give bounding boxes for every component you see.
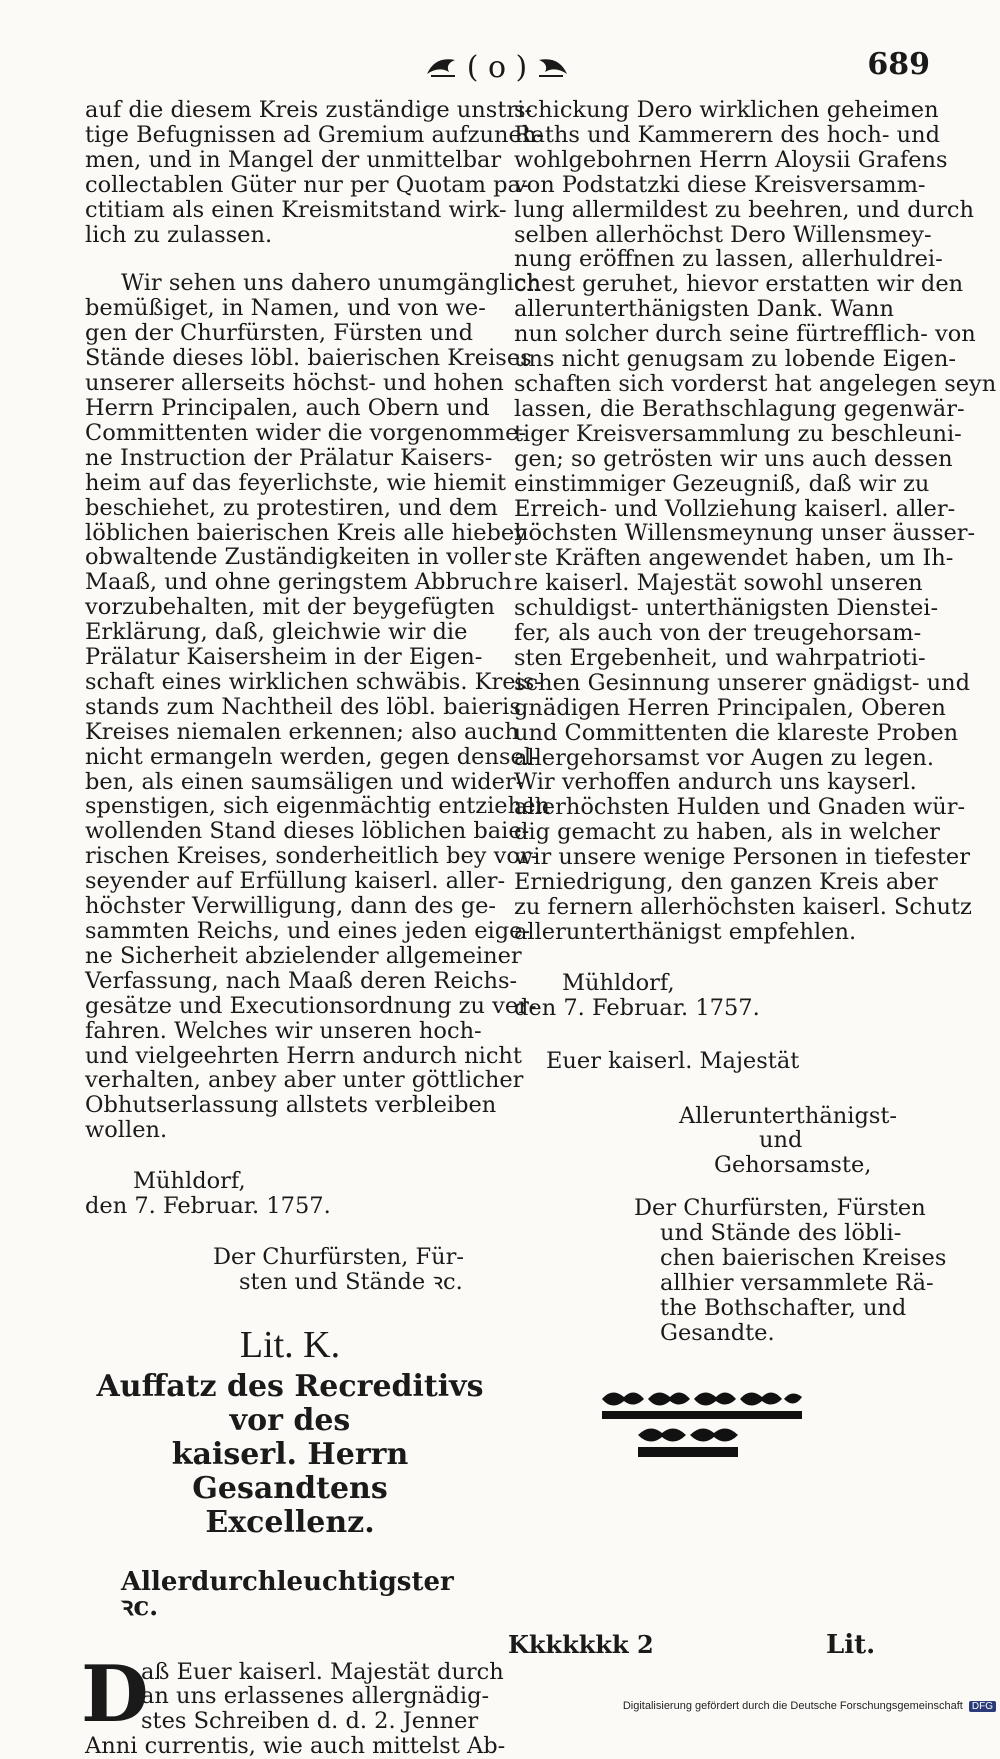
ornament-text: ( o ) xyxy=(467,50,528,85)
text-line: schen Gesinnung unserer gnädigst- und xyxy=(514,671,924,696)
text-line: gen; so getrösten wir uns auch dessen xyxy=(514,447,924,472)
text-line: Prälatur Kaisersheim in der Eigen- xyxy=(85,645,495,670)
text-line: allerunterthänigst empfehlen. xyxy=(514,920,924,945)
text-line: aß Euer kaiserl. Majestät durch xyxy=(85,1660,495,1685)
lit-heading: Lit. K. xyxy=(85,1333,495,1358)
text-line: höchsten Willensmeynung unser äusser- xyxy=(514,521,924,546)
text-line: re kaiserl. Majestät sowohl unseren xyxy=(514,571,924,596)
text-line: Verfassung, nach Maaß deren Reichs- xyxy=(85,969,495,994)
left-paragraph-1 xyxy=(85,98,495,247)
closing xyxy=(514,1104,924,1179)
text-line: an uns erlassenes allergnädig- xyxy=(85,1684,495,1709)
digitization-note: Digitalisierung gefördert durch die Deutsche Forschungsgemeinschaft xyxy=(623,1700,963,1712)
text-line: stands zum Nachtheil des löbl. baieris. xyxy=(85,695,495,720)
left-paragraph-2 xyxy=(85,271,495,1143)
text-line: ctitiam als einen Kreismitstand wirk- xyxy=(85,198,495,223)
digitization-credit xyxy=(623,1700,996,1712)
text-line: beschiehet, zu protestiren, und dem xyxy=(85,496,495,521)
right-vignette-icon xyxy=(535,54,569,80)
text-line: lassen, die Berathschlagung gegenwär- xyxy=(514,397,924,422)
text-line: Anni currentis, wie auch mittelst Ab- xyxy=(85,1734,495,1759)
text-line: Erklärung, daß, gleichwie wir die xyxy=(85,620,495,645)
text-line: gesätze und Executionsordnung zu ver- xyxy=(85,994,495,1019)
right-date: den 7. Februar. 1757. xyxy=(514,996,924,1021)
text-line: auf die diesem Kreis zuständige unstri- xyxy=(85,98,495,123)
left-signature xyxy=(85,1245,495,1295)
closing-line: und xyxy=(514,1128,924,1153)
title-line: Excellenz. xyxy=(85,1506,495,1540)
title-line: Auffatz des Recreditivs vor des xyxy=(85,1370,495,1438)
signers-line: allhier versammlete Rä- xyxy=(634,1271,924,1296)
text-line: tiger Kreisversammlung zu beschleuni- xyxy=(514,422,924,447)
right-place: Mühldorf, xyxy=(514,971,924,996)
right-column xyxy=(514,98,924,1346)
text-line: allerhöchsten Hulden und Gnaden wür- xyxy=(514,795,924,820)
address: Euer kaiserl. Majestät xyxy=(514,1049,924,1074)
signers-line: Gesandte. xyxy=(634,1321,924,1346)
text-line: spenstigen, sich eigenmächtig entziehen xyxy=(85,794,495,819)
signature-line: sten und Stände ꝛc. xyxy=(213,1270,495,1295)
text-line: ne Instruction der Prälatur Kaisers- xyxy=(85,446,495,471)
text-line: Wir sehen uns dahero unumgänglich xyxy=(85,271,495,296)
text-line: gnädigen Herren Principalen, Oberen xyxy=(514,696,924,721)
text-line: höchster Verwilligung, dann des ge- xyxy=(85,894,495,919)
text-line: und Committenten die klareste Proben xyxy=(514,721,924,746)
text-line: fer, als auch von der treugehorsam- xyxy=(514,621,924,646)
signers-line: chen baierischen Kreises xyxy=(634,1246,924,1271)
right-paragraph xyxy=(514,98,924,945)
document-title xyxy=(85,1370,495,1540)
text-line: Wir verhoffen andurch uns kayserl. xyxy=(514,770,924,795)
text-line: Herrn Principalen, auch Obern und xyxy=(85,396,495,421)
text-line: chest geruhet, hievor erstatten wir den xyxy=(514,272,924,297)
dfg-logo-icon: DFG xyxy=(969,1701,996,1712)
text-line: schickung Dero wirklichen geheimen xyxy=(514,98,924,123)
text-line: verhalten, anbey aber unter göttlicher xyxy=(85,1068,495,1093)
text-line: von Podstatzki diese Kreisversamm- xyxy=(514,173,924,198)
drop-capital: D xyxy=(81,1656,149,1734)
text-line: sammten Reichs, und eines jeden eige- xyxy=(85,919,495,944)
closing-line: Allerunterthänigst- xyxy=(514,1104,924,1129)
signers xyxy=(634,1196,924,1345)
text-line: unserer allerseits höchst- und hohen xyxy=(85,371,495,396)
text-line: und vielgeehrten Herrn andurch nicht xyxy=(85,1044,495,1069)
page-header xyxy=(0,45,1000,95)
text-line: nung eröffnen zu lassen, allerhuldrei- xyxy=(514,247,924,272)
text-line: schaften sich vorderst hat angelegen seyn xyxy=(514,372,924,397)
text-line: bemüßiget, in Namen, und von we- xyxy=(85,296,495,321)
text-line: fahren. Welches wir unseren hoch- xyxy=(85,1019,495,1044)
text-line: rischen Kreises, sonderheitlich bey vor- xyxy=(85,844,495,869)
tailpiece-ornament xyxy=(598,1385,818,1469)
text-line: löblichen baierischen Kreis alle hiebey xyxy=(85,521,495,546)
text-line: obwaltende Zuständigkeiten in voller xyxy=(85,545,495,570)
text-line: Obhutserlassung allstets verbleiben xyxy=(85,1093,495,1118)
header-ornament xyxy=(422,47,572,87)
signature-mark: Kkkkkkk 2 xyxy=(508,1630,654,1659)
text-line: allergehorsamst vor Augen zu legen. xyxy=(514,746,924,771)
text-line: collectablen Güter nur per Quotam pa- xyxy=(85,173,495,198)
text-line: nicht ermangeln werden, gegen densel- xyxy=(85,745,495,770)
text-line: wollenden Stand dieses löblichen baie- xyxy=(85,819,495,844)
text-line: stes Schreiben d. d. 2. Jenner xyxy=(85,1709,495,1734)
text-line: sten Ergebenheit, und wahrpatrioti- xyxy=(514,646,924,671)
text-line: einstimmiger Gezeugniß, daß wir zu xyxy=(514,472,924,497)
signers-line: und Stände des löbli- xyxy=(634,1221,924,1246)
title-line: kaiserl. Herrn Gesandtens xyxy=(85,1438,495,1506)
text-line: lich zu zulassen. xyxy=(85,223,495,248)
text-line: Committenten wider die vorgenomme- xyxy=(85,421,495,446)
text-line: gen der Churfürsten, Fürsten und xyxy=(85,321,495,346)
text-line: Erniedrigung, den ganzen Kreis aber xyxy=(514,870,924,895)
salutation: Allerdurchleuchtigster ꝛc. xyxy=(85,1570,495,1620)
left-date: den 7. Februar. 1757. xyxy=(85,1194,495,1219)
text-line: nun solcher durch seine fürtrefflich- von xyxy=(514,322,924,347)
text-line: heim auf das feyerlichste, wie hiemit xyxy=(85,471,495,496)
text-line: Erreich- und Vollziehung kaiserl. aller- xyxy=(514,497,924,522)
signers-line: the Bothschafter, und xyxy=(634,1296,924,1321)
text-line: ben, als einen saumsäligen und wider- xyxy=(85,770,495,795)
text-line: Maaß, und ohne geringstem Abbruch xyxy=(85,570,495,595)
text-line: zu fernern allerhöchsten kaiserl. Schutz xyxy=(514,895,924,920)
left-column xyxy=(85,98,495,1759)
page-number: 689 xyxy=(867,47,930,82)
text-line: ste Kräften angewendet haben, um Ih- xyxy=(514,546,924,571)
text-line: allerunterthänigsten Dank. Wann xyxy=(514,297,924,322)
text-line: schaft eines wirklichen schwäbis. Kreis- xyxy=(85,670,495,695)
text-line: Kreises niemalen erkennen; also auch xyxy=(85,720,495,745)
text-line: vorzubehalten, mit der beygefügten xyxy=(85,595,495,620)
left-place: Mühldorf, xyxy=(85,1169,495,1194)
text-line: wir unsere wenige Personen in tiefester xyxy=(514,845,924,870)
text-line: uns nicht genugsam zu lobende Eigen- xyxy=(514,347,924,372)
text-line: wohlgebohrnen Herrn Aloysii Grafens xyxy=(514,148,924,173)
text-line: seyender auf Erfüllung kaiserl. aller- xyxy=(85,869,495,894)
signers-line: Der Churfürsten, Fürsten xyxy=(634,1196,924,1221)
signature-line: Der Churfürsten, Für- xyxy=(213,1245,495,1270)
text-line: tige Befugnissen ad Gremium aufzuneh- xyxy=(85,123,495,148)
text-line: selben allerhöchst Dero Willensmey- xyxy=(514,223,924,248)
text-line: wollen. xyxy=(85,1118,495,1143)
text-line: lung allermildest zu beehren, und durch xyxy=(514,198,924,223)
text-line: ne Sicherheit abzielender allgemeiner xyxy=(85,944,495,969)
ornament-icon xyxy=(598,1385,808,1465)
catchword: Lit. xyxy=(826,1630,875,1660)
text-line: schuldigst- unterthänigsten Dienstei- xyxy=(514,596,924,621)
text-line: men, und in Mangel der unmittelbar xyxy=(85,148,495,173)
closing-line: Gehorsamste, xyxy=(514,1153,924,1178)
left-vignette-icon xyxy=(425,54,459,80)
opening-paragraph xyxy=(85,1660,495,1759)
text-line: Stände dieses löbl. baierischen Kreises xyxy=(85,346,495,371)
text-line: Raths und Kammerern des hoch- und xyxy=(514,123,924,148)
text-line: dig gemacht zu haben, als in welcher xyxy=(514,820,924,845)
